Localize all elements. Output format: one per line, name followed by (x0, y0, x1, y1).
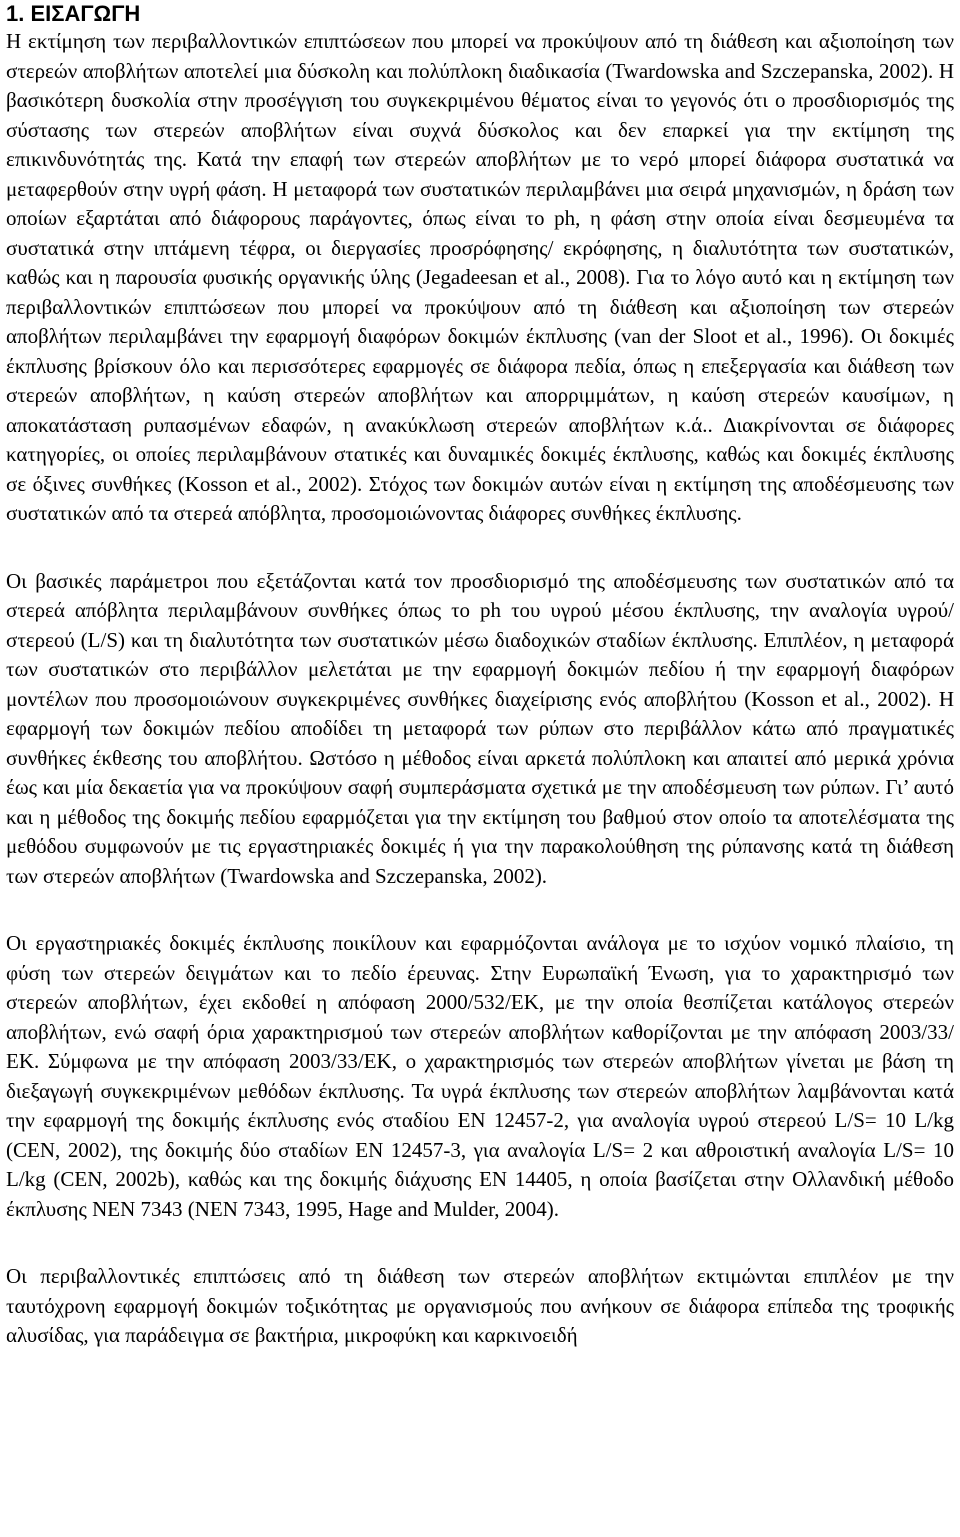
paragraph-gap (6, 891, 954, 929)
paragraph-4: Οι περιβαλλοντικές επιπτώσεις από τη διάθεση των στερεών αποβλήτων εκτιμώνται επιπλέον με την ταυτόχρονη εφαρμογή δοκιμών τοξικότητας με οργανισμούς που ανήκουν σε διάφορα επίπεδα της τροφικής αλυσίδας, για παράδειγμα σε βακτήρια, μικροφύκη και καρκινοειδή (6, 1264, 954, 1347)
paragraph-gap (6, 1224, 954, 1262)
paragraph-1: Η εκτίμηση των περιβαλλοντικών επιπτώσεων που μπορεί να προκύψουν από τη διάθεση και αξιοποίηση των στερεών αποβλήτων αποτελεί μια δύσκολη και πολύπλοκη διαδικασία (Twardowska and Szczepanska, 2002). Η βασικότερη δυσκολία στην προσέγγιση του συγκεκριμένου θέματος είναι το γεγονός ότι ο προσδιορισμός της σύστασης των στερεών αποβλήτων είναι συχνά δύσκολος και δεν επαρκεί για την εκτίμηση της επικινδυνότητάς της. Κατά την επαφή των στερεών αποβλήτων με το νερό μπορεί διάφορα συστατικά να μεταφερθούν στην υγρή φάση. Η μεταφορά των συστατικών περιλαμβάνει μια σειρά μηχανισμών, η δράση των οποίων εξαρτάται από διάφορους παράγοντες, όπως είναι το ph, η φάση στην οποία είναι δεσμευμένα τα συστατικά στην ιπτάμενη τέφρα, οι διεργασίες προσρόφησης/ εκρόφησης, η διαλυτότητα των συστατικών, καθώς και η παρουσία φυσικής οργανικής ύλης (Jegadeesan et al., 2008). Για το λόγο αυτό και η εκτίμηση των περιβαλλοντικών επιπτώσεων που μπορεί να προκύψουν από τη διάθεση και αξιοποίηση των στερεών αποβλήτων περιλαμβάνει την εφαρμογή διαφόρων δοκιμών έκπλυσης (van der Sloot et al., 1996). Οι δοκιμές έκπλυσης βρίσκουν όλο και περισσότερες εφαρμογές σε διάφορα πεδία, όπως η επεξεργασία και διάθεση των στερεών αποβλήτων, η καύση στερεών αποβλήτων και απορριμμάτων, η καύση στερεών καυσίμων, η αποκατάσταση ρυπασμένων εδαφών, η ανακύκλωση στερεών αποβλήτων κ.ά.. Διακρίνονται σε διάφορες κατηγορίες, οι οποίες περιλαμβάνουν στατικές και δυναμικές δοκιμές έκπλυσης, καθώς και δοκιμές έκπλυσης σε όξινες συνθήκες (Kosson et al., 2002). Στόχος των δοκιμών αυτών είναι η εκτίμηση της αποδέσμευσης των συστατικών από τα στερεά απόβλητα, προσομοιώνοντας διάφορες συνθήκες έκπλυσης. (6, 29, 954, 525)
paragraph-gap (6, 529, 954, 567)
paragraph-3: Οι εργαστηριακές δοκιμές έκπλυσης ποικίλουν και εφαρμόζονται ανάλογα με το ισχύον νομικό πλαίσιο, τη φύση των στερεών δειγμάτων και το πεδίο έρευνας. Στην Ευρωπαϊκή Ένωση, για το χαρακτηρισμό των στερεών αποβλήτων, έχει εκδοθεί η απόφαση 2000/532/ΕΚ, με την οποία θεσπίζεται κατάλογος στερεών αποβλήτων, ενώ σαφή όρια χαρακτηρισμού των στερεών αποβλήτων καθορίζονται με την απόφαση 2003/33/ΕΚ. Σύμφωνα με την απόφαση 2003/33/ΕΚ, ο χαρακτηρισμός των στερεών αποβλήτων γίνεται με βάση τη διεξαγωγή συγκεκριμένων μεθόδων έκπλυσης. Τα υγρά έκπλυσης των στερεών αποβλήτων λαμβάνονται κατά την εφαρμογή της δοκιμής έκπλυσης ενός σταδίου EN 12457-2, για αναλογία υγρού στερεού L/S= 10 L/kg (CEN, 2002), της δοκιμής δύο σταδίων EN 12457-3, για αναλογία L/S= 2 και αθροιστική αναλογία L/S= 10 L/kg (CEN, 2002b), καθώς και της δοκιμής διάχυσης EN 14405, η οποία βασίζεται στην Ολλανδική μέθοδο έκπλυσης NEN 7343 (NEN 7343, 1995, Hage and Mulder, 2004). (6, 931, 954, 1221)
paragraph-2: Οι βασικές παράμετροι που εξετάζονται κατά τον προσδιορισμό της αποδέσμευσης των συστατικών από τα στερεά απόβλητα περιλαμβάνουν συνθήκες όπως το ph του υγρού μέσου έκπλυσης, την αναλογία υγρού/στερεού (L/S) και τη διαλυτότητα των συστατικών μέσω διαδοχικών σταδίων έκπλυσης. Επιπλέον, η μεταφορά των συστατικών στο περιβάλλον μελετάται με την εφαρμογή δοκιμών πεδίου ή την εφαρμογή διαφόρων μοντέλων που προσομοιώνουν συγκεκριμένες συνθήκες διαχείρισης ενός αποβλήτου (Kosson et al., 2002). Η εφαρμογή των δοκιμών πεδίου αποδίδει τη μεταφορά των ρύπων στο περιβάλλον κάτω από πραγματικές συνθήκες έκθεσης του αποβλήτου. Ωστόσο η μέθοδος είναι αρκετά πολύπλοκη και απαιτεί από μερικά χρόνια έως και μία δεκαετία για να προκύψουν σαφή συμπεράσματα σχετικά με την αποδέσμευση των ρύπων. Γι’ αυτό και η μέθοδος της δοκιμής πεδίου εφαρμόζεται για την εκτίμηση του βαθμού στον οποίο τα αποτελέσματα της μεθόδου συμφωνούν με τις εργαστηριακές δοκιμές ή για την παρακολούθηση της ρύπανσης κατά τη διάθεση των στερεών αποβλήτων (Twardowska and Szczepanska, 2002). (6, 568, 954, 888)
section-heading: 1. ΕΙΣΑΓΩΓΗ (6, 1, 141, 26)
